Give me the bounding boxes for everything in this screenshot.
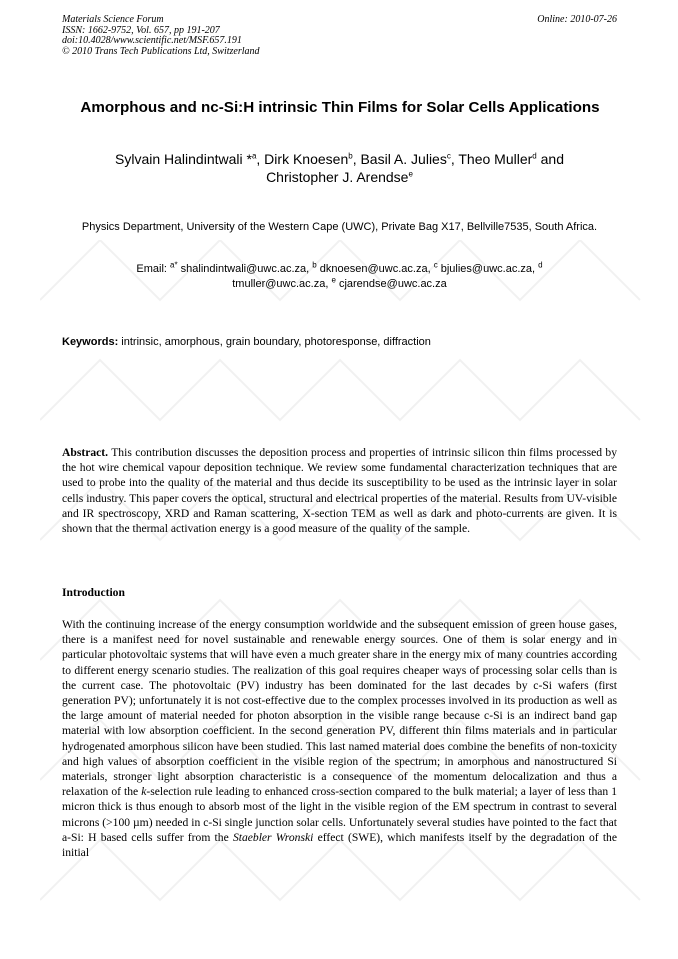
- intro-text-2: -selection rule leading to enhanced cross-section compared to the bulk material; a layer of less than 1 micron thick is thus enough to absorb most of the light in the visible region of the EM spectrum in contrast to several microns (>100 µm) needed in c-Si single junction solar cells. Unfortunately several studies have pointed to the fact that a-Si: H based cells suffer from the: [62, 785, 618, 844]
- intro-text-3: effect (SWE), which manifests itself by the degradation of the initial: [62, 830, 617, 860]
- abstract-label: Abstract.: [62, 446, 109, 459]
- author-4-sup: d: [532, 151, 537, 161]
- keywords-label: Keywords:: [62, 336, 119, 348]
- email-4[interactable]: tmuller@uwc.ac.za,: [232, 278, 332, 290]
- email-sup-a: a*: [170, 260, 178, 270]
- introduction-paragraph: [62, 617, 617, 860]
- intro-swe: Staebler Wronski: [232, 830, 314, 844]
- author-list: [62, 150, 617, 186]
- keywords-text: intrinsic, amorphous, grain boundary, photoresponse, diffraction: [118, 336, 431, 348]
- email-3[interactable]: bjulies@uwc.ac.za,: [437, 263, 539, 275]
- author-2-sup: b: [348, 151, 353, 161]
- doi-line[interactable]: doi:10.4028/www.scientific.net/MSF.657.191: [62, 35, 242, 46]
- section-heading-introduction: Introduction: [62, 586, 125, 599]
- author-2: , Dirk Knoesen: [256, 151, 349, 167]
- author-3-sup: c: [446, 151, 451, 161]
- author-1-sup: a: [251, 151, 257, 161]
- email-sup-c: c: [433, 260, 438, 270]
- email-2[interactable]: dknoesen@uwc.ac.za,: [316, 263, 434, 275]
- email-sup-e: e: [331, 275, 336, 285]
- author-5-sup: e: [408, 169, 413, 179]
- email-sup-b: b: [312, 260, 317, 270]
- email-1[interactable]: shalindintwali@uwc.ac.za,: [177, 263, 313, 275]
- intro-text-1: With the continuing increase of the energy consumption worldwide and the subsequent emission of green house gases, there is a manifest need for novel sustainable and renewable energy sources. One of them is solar energy and in particular photovoltaic systems that will have even a much greater share in the energy mix of many countries according to different energy scenario studies. The realization of this goal requires cheaper ways of processing solar cells than is the current case. The photovoltaic (PV) industry has been dominated for the last decades by c-Si wafers (first generation PV); unfortunately it is not cost-effective due to the complex processes involved in its production as well as the large amount of material needed for photon absorption in the visible range because c-Si is an indirect band gap material with low absorption coefficient. In the second generation PV, different thin films materials and in particular hydrogenated amorphous silicon have been studied. This last named material does combine the benefits of non-toxicity and high values of absorption coefficient in the visible region of the spectrum; in amorphous and nanostructured Si materials, stronger light absorption characteristic is a consequence of the momentum delocalization and thus a relaxation of the: [62, 618, 617, 799]
- email-block: [62, 262, 617, 292]
- affiliation: Physics Department, University of the Western Cape (UWC), Private Bag X17, Bellville7535, South Africa.: [81, 221, 598, 233]
- paper-title: Amorphous and nc-Si:H intrinsic Thin Films for Solar Cells Applications: [80, 99, 600, 116]
- keywords: [62, 336, 617, 348]
- abstract-text: This contribution discusses the deposition process and properties of intrinsic silicon thin films processed by the hot wire chemical vapour deposition technique. We review some fundamental characterization techniques that are used to probe into the quality of the material and thus decide its susceptibility to be used as the intrinsic layer in solar cells industry. This paper covers the optical, structural and electrical properties of the material. Results from UV-visible and IR spectroscopy, XRD and Raman scattering, X-section TEM as well as dark and photo-currents are given. It is shown that the thermal activation energy is a good measure of the quality of the sample.: [62, 446, 617, 536]
- introduction-body: [62, 617, 617, 860]
- author-4-after: and: [536, 151, 564, 167]
- online-date: Online: 2010-07-26: [537, 14, 617, 25]
- email-5[interactable]: cjarendse@uwc.ac.za: [335, 278, 447, 290]
- issn-line: ISSN: 1662-9752, Vol. 657, pp 191-207: [62, 24, 220, 36]
- abstract: [62, 445, 617, 536]
- author-4: , Theo Muller: [450, 151, 533, 167]
- intro-k: k: [141, 785, 147, 799]
- journal-name: Materials Science Forum: [62, 14, 164, 25]
- journal-header: [62, 15, 617, 57]
- copyright-line: © 2010 Trans Tech Publications Ltd, Switzerland: [62, 45, 260, 57]
- author-3: , Basil A. Julies: [352, 151, 447, 167]
- email-sup-d: d: [538, 260, 543, 270]
- author-1: Sylvain Halindintwali *: [115, 151, 252, 167]
- email-label: Email:: [136, 263, 171, 275]
- author-5: Christopher J. Arendse: [266, 169, 409, 185]
